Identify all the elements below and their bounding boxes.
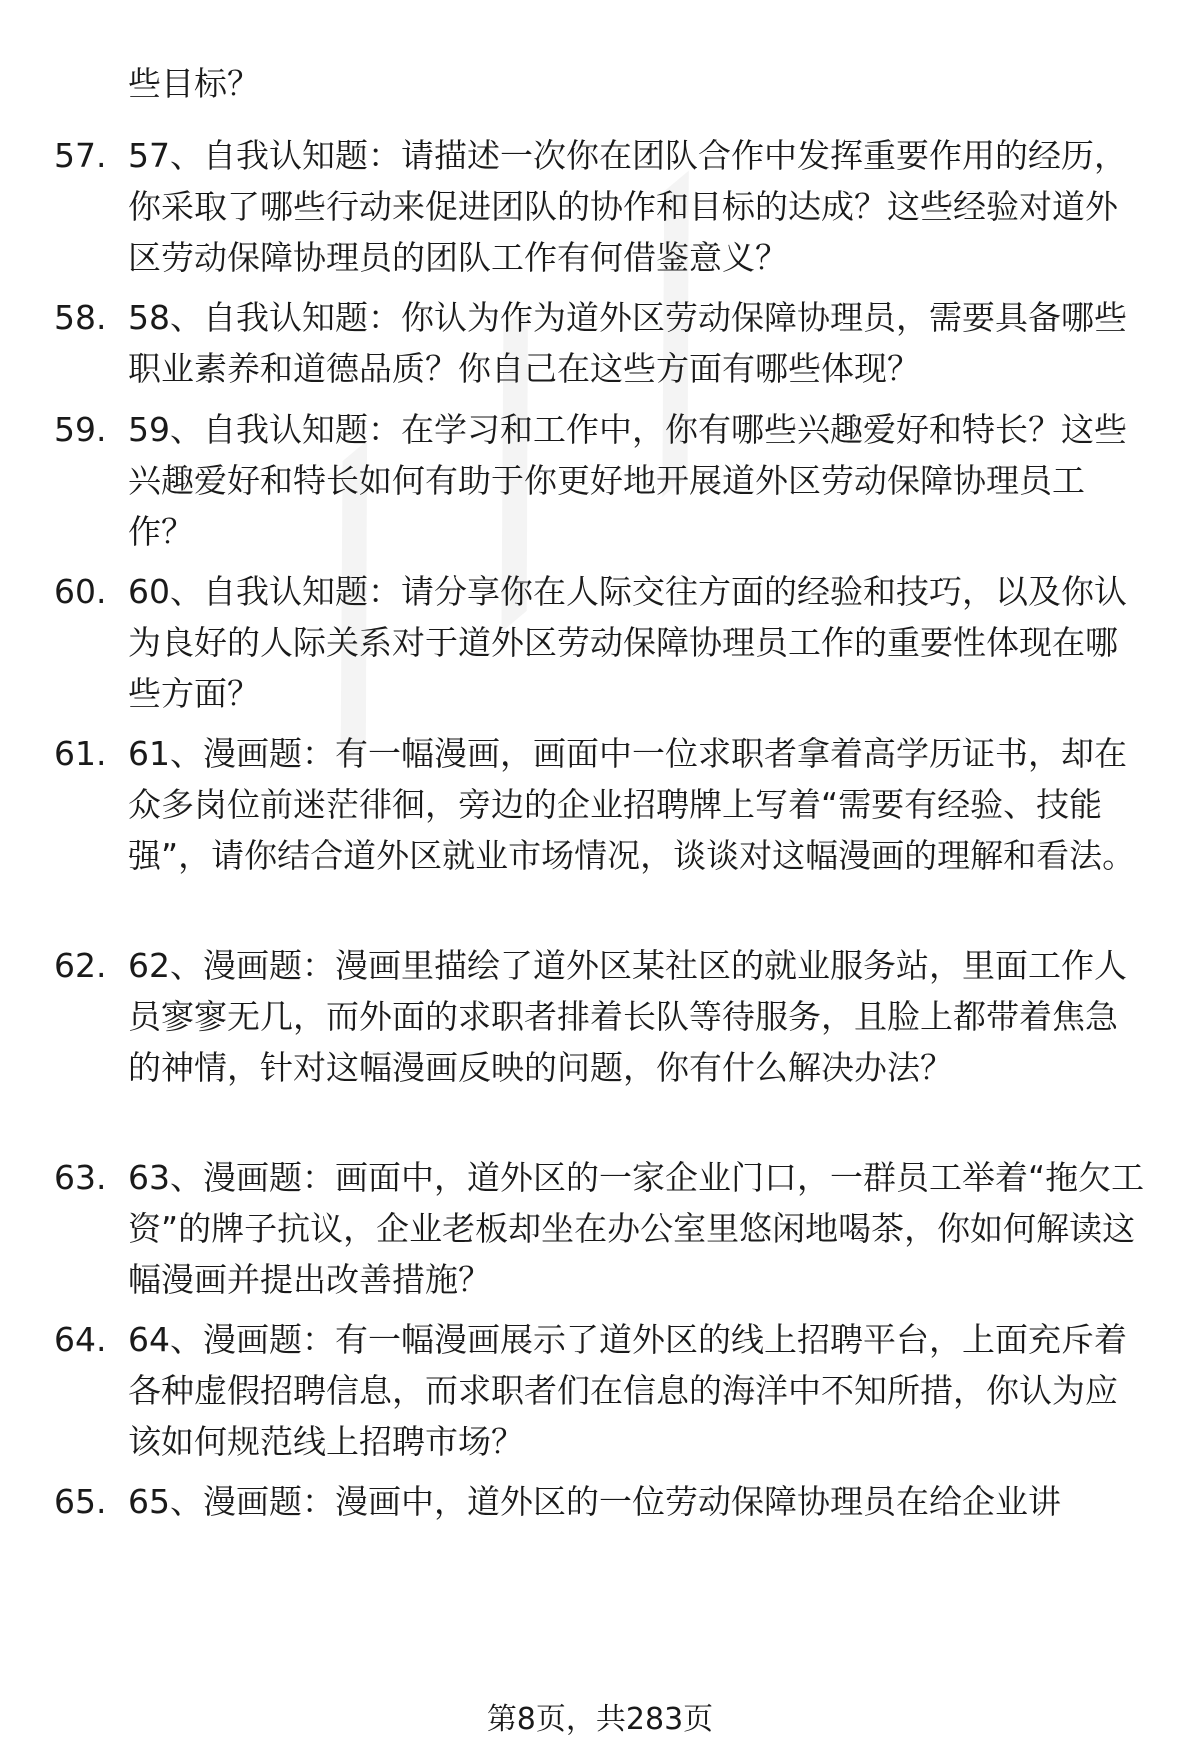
item-text: 59、自我认知题：在学习和工作中，你有哪些兴趣爱好和特长？这些兴趣爱好和特长如何有助于你更好地开展道外区劳动保障协理员工作？	[128, 410, 1127, 551]
carryover-text: 些目标？	[128, 64, 260, 103]
item-text: 58、自我认知题：你认为作为道外区劳动保障协理员，需要具备哪些职业素养和道德品质？你自己在这些方面有哪些体现？	[128, 298, 1127, 388]
item-number: 62.	[54, 946, 107, 985]
item-number: 57.	[54, 136, 107, 175]
item-number: 64.	[54, 1320, 107, 1359]
item-number: 61.	[54, 734, 107, 773]
item-number: 63.	[54, 1158, 107, 1197]
item-text: 60、自我认知题：请分享你在人际交往方面的经验和技巧，以及你认为良好的人际关系对于道外区劳动保障协理员工作的重要性体现在哪些方面？	[128, 572, 1127, 713]
item-text: 62、漫画题：漫画里描绘了道外区某社区的就业服务站，里面工作人员寥寥无几，而外面的求职者排着长队等待服务，且脸上都带着焦急的神情，针对这幅漫画反映的问题，你有什么解决办法？	[128, 946, 1127, 1087]
item-text: 64、漫画题：有一幅漫画展示了道外区的线上招聘平台，上面充斥着各种虚假招聘信息，而求职者们在信息的海洋中不知所措，你认为应该如何规范线上招聘市场？	[128, 1320, 1127, 1461]
item-text: 63、漫画题：画面中，道外区的一家企业门口，一群员工举着“拖欠工资”的牌子抗议，企业老板却坐在办公室里悠闲地喝茶，你如何解读这幅漫画并提出改善措施？	[128, 1158, 1145, 1299]
item-text: 61、漫画题：有一幅漫画，画面中一位求职者拿着高学历证书，却在众多岗位前迷茫徘徊，旁边的企业招聘牌上写着“需要有经验、技能强”，请你结合道外区就业市场情况，谈谈对这幅漫画的理解和看法。	[128, 734, 1136, 875]
item-number: 65.	[54, 1482, 107, 1521]
item-number: 59.	[54, 410, 107, 449]
page-footer: 第8页，共283页	[486, 1702, 714, 1737]
item-number: 58.	[54, 298, 107, 337]
item-text: 65、漫画题：漫画中，道外区的一位劳动保障协理员在给企业讲	[128, 1482, 1061, 1521]
item-number: 60.	[54, 572, 107, 611]
item-text: 57、自我认知题：请描述一次你在团队合作中发挥重要作用的经历，你采取了哪些行动来促进团队的协作和目标的达成？这些经验对道外区劳动保障协理员的团队工作有何借鉴意义？	[128, 136, 1127, 277]
